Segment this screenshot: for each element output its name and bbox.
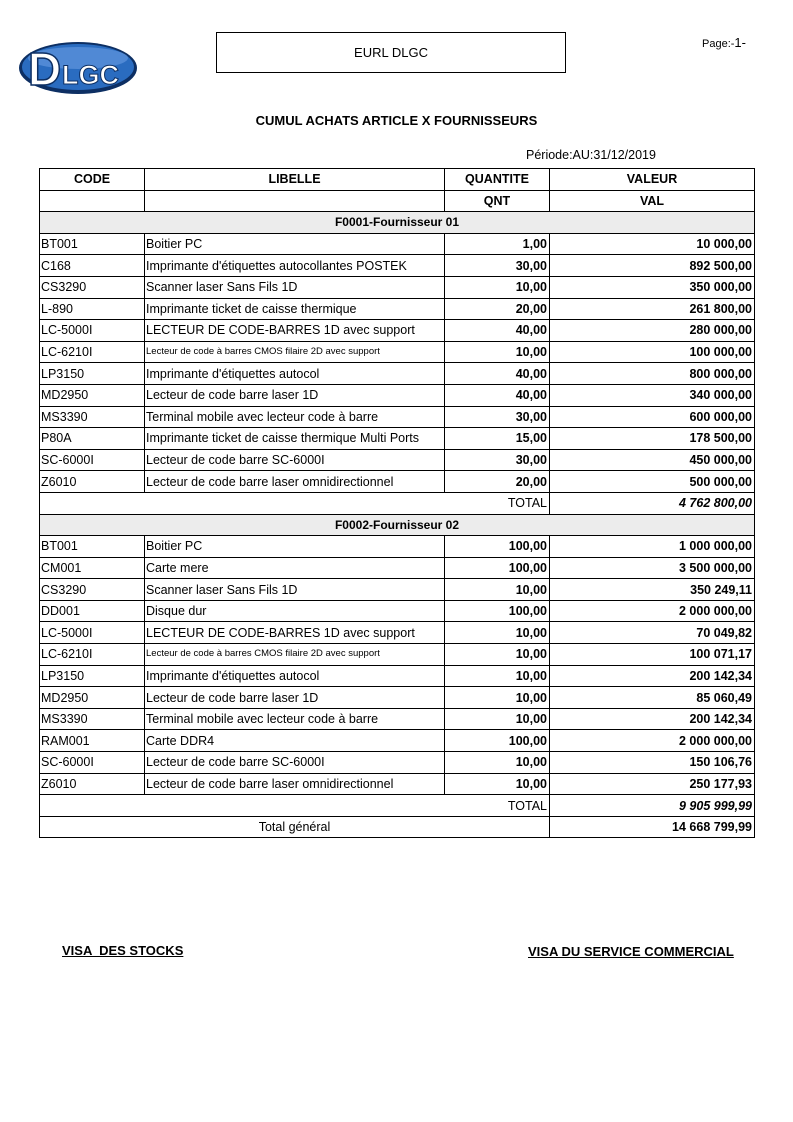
table-row [40, 557, 755, 579]
grand-total-value: 14 668 799,99 [550, 816, 755, 838]
table-row [40, 428, 755, 450]
item-quantity: 10,00 [445, 579, 550, 601]
item-libelle: Imprimante ticket de caisse thermique Multi Ports [145, 428, 445, 450]
item-quantity: 40,00 [445, 363, 550, 385]
report-period: Période:AU:31/12/2019 [526, 148, 656, 162]
item-value: 500 000,00 [550, 471, 755, 493]
item-code: MD2950 [40, 687, 145, 709]
item-value: 2 000 000,00 [550, 600, 755, 622]
item-value: 150 106,76 [550, 752, 755, 774]
item-value: 10 000,00 [550, 233, 755, 255]
table-row [40, 600, 755, 622]
supplier-total-row [40, 795, 755, 817]
item-value: 200 142,34 [550, 708, 755, 730]
table-row [40, 449, 755, 471]
item-quantity: 10,00 [445, 773, 550, 795]
item-value: 70 049,82 [550, 622, 755, 644]
total-label: TOTAL [445, 795, 550, 817]
table-row [40, 320, 755, 342]
item-libelle: Imprimante d'étiquettes autocol [145, 665, 445, 687]
item-libelle: Imprimante ticket de caisse thermique [145, 298, 445, 320]
item-code: LC-5000I [40, 622, 145, 644]
item-quantity: 30,00 [445, 255, 550, 277]
header-code: CODE [40, 169, 145, 191]
item-value: 340 000,00 [550, 384, 755, 406]
company-name: EURL DLGC [354, 45, 428, 60]
item-quantity: 10,00 [445, 341, 550, 363]
item-value: 280 000,00 [550, 320, 755, 342]
item-code: Z6010 [40, 471, 145, 493]
item-code: CS3290 [40, 579, 145, 601]
item-value: 250 177,93 [550, 773, 755, 795]
supplier-total-row [40, 492, 755, 514]
total-spacer [40, 795, 445, 817]
item-code: MS3390 [40, 406, 145, 428]
item-value: 800 000,00 [550, 363, 755, 385]
item-code: C168 [40, 255, 145, 277]
supplier-header-row [40, 212, 755, 234]
item-code: P80A [40, 428, 145, 450]
item-libelle: Imprimante d'étiquettes autocollantes POSTEK [145, 255, 445, 277]
header-quantite: QUANTITE [445, 169, 550, 191]
purchases-table [39, 168, 755, 838]
item-libelle: Lecteur de code barre laser 1D [145, 384, 445, 406]
item-code: BT001 [40, 536, 145, 558]
item-value: 100 071,17 [550, 644, 755, 666]
page-label: Page:- [702, 38, 735, 50]
item-libelle: Scanner laser Sans Fils 1D [145, 579, 445, 601]
item-libelle: Carte mere [145, 557, 445, 579]
item-libelle: Lecteur de code barre laser 1D [145, 687, 445, 709]
item-quantity: 100,00 [445, 557, 550, 579]
table-row [40, 622, 755, 644]
item-code: MS3390 [40, 708, 145, 730]
supplier-name: F0002-Fournisseur 02 [40, 514, 755, 536]
grand-total-label: Total général [40, 816, 550, 838]
table-row [40, 233, 755, 255]
item-code: LC-6210I [40, 341, 145, 363]
item-libelle: Imprimante d'étiquettes autocol [145, 363, 445, 385]
visa-stocks: VISA DES STOCKS [62, 943, 184, 958]
table-row [40, 579, 755, 601]
item-quantity: 100,00 [445, 536, 550, 558]
item-quantity: 10,00 [445, 687, 550, 709]
visa-commercial: VISA DU SERVICE COMMERCIAL [528, 944, 734, 959]
table-row [40, 298, 755, 320]
item-libelle: Terminal mobile avec lecteur code à barre [145, 708, 445, 730]
company-logo [18, 40, 140, 96]
item-code: SC-6000I [40, 752, 145, 774]
table-header-row [40, 169, 755, 191]
item-value: 200 142,34 [550, 665, 755, 687]
item-code: DD001 [40, 600, 145, 622]
table-row [40, 341, 755, 363]
subheader-libelle [145, 190, 445, 212]
grand-total-row [40, 816, 755, 838]
item-quantity: 100,00 [445, 730, 550, 752]
table-row [40, 406, 755, 428]
item-code: L-890 [40, 298, 145, 320]
table-row [40, 773, 755, 795]
item-code: RAM001 [40, 730, 145, 752]
item-libelle: Lecteur de code barre SC-6000I [145, 449, 445, 471]
supplier-header-row [40, 514, 755, 536]
item-quantity: 30,00 [445, 406, 550, 428]
item-code: MD2950 [40, 384, 145, 406]
item-libelle: Terminal mobile avec lecteur code à barre [145, 406, 445, 428]
table-row [40, 363, 755, 385]
item-libelle: Scanner laser Sans Fils 1D [145, 276, 445, 298]
item-quantity: 10,00 [445, 622, 550, 644]
item-value: 1 000 000,00 [550, 536, 755, 558]
table-row [40, 471, 755, 493]
table-row [40, 384, 755, 406]
subheader-code [40, 190, 145, 212]
table-row [40, 687, 755, 709]
item-code: LC-5000I [40, 320, 145, 342]
subheader-val: VAL [550, 190, 755, 212]
table-row [40, 752, 755, 774]
table-row [40, 708, 755, 730]
logo-letters: LGC [62, 60, 119, 90]
supplier-name: F0001-Fournisseur 01 [40, 212, 755, 234]
total-value: 4 762 800,00 [550, 492, 755, 514]
item-value: 261 800,00 [550, 298, 755, 320]
item-value: 350 000,00 [550, 276, 755, 298]
table-row [40, 255, 755, 277]
table-row [40, 536, 755, 558]
header-libelle: LIBELLE [145, 169, 445, 191]
company-name-box [216, 32, 566, 73]
item-libelle: Carte DDR4 [145, 730, 445, 752]
table-row [40, 644, 755, 666]
item-quantity: 10,00 [445, 708, 550, 730]
item-quantity: 10,00 [445, 752, 550, 774]
table-row [40, 276, 755, 298]
item-quantity: 40,00 [445, 320, 550, 342]
total-label: TOTAL [445, 492, 550, 514]
item-libelle: Disque dur [145, 600, 445, 622]
item-value: 100 000,00 [550, 341, 755, 363]
item-libelle: Lecteur de code barre SC-6000I [145, 752, 445, 774]
item-code: BT001 [40, 233, 145, 255]
item-quantity: 10,00 [445, 665, 550, 687]
item-quantity: 30,00 [445, 449, 550, 471]
item-quantity: 40,00 [445, 384, 550, 406]
item-value: 178 500,00 [550, 428, 755, 450]
item-value: 450 000,00 [550, 449, 755, 471]
logo-letter-d: D [28, 43, 62, 95]
item-quantity: 10,00 [445, 644, 550, 666]
item-quantity: 1,00 [445, 233, 550, 255]
item-value: 600 000,00 [550, 406, 755, 428]
item-value: 892 500,00 [550, 255, 755, 277]
item-quantity: 100,00 [445, 600, 550, 622]
item-libelle: LECTEUR DE CODE-BARRES 1D avec support [145, 320, 445, 342]
item-code: Z6010 [40, 773, 145, 795]
item-code: CM001 [40, 557, 145, 579]
item-code: CS3290 [40, 276, 145, 298]
table-subheader-row [40, 190, 755, 212]
report-title: CUMUL ACHATS ARTICLE X FOURNISSEURS [255, 113, 538, 128]
total-value: 9 905 999,99 [550, 795, 755, 817]
item-code: LP3150 [40, 363, 145, 385]
page-number [702, 35, 746, 50]
item-libelle: Lecteur de code barre laser omnidirectionnel [145, 471, 445, 493]
item-libelle: Boitier PC [145, 536, 445, 558]
item-code: SC-6000I [40, 449, 145, 471]
page-number-value: 1- [734, 35, 746, 50]
item-code: LC-6210I [40, 644, 145, 666]
item-value: 350 249,11 [550, 579, 755, 601]
item-quantity: 10,00 [445, 276, 550, 298]
item-value: 85 060,49 [550, 687, 755, 709]
header-valeur: VALEUR [550, 169, 755, 191]
subheader-qnt: QNT [445, 190, 550, 212]
item-quantity: 20,00 [445, 298, 550, 320]
item-libelle: Lecteur de code à barres CMOS filaire 2D avec support [145, 341, 445, 363]
item-quantity: 15,00 [445, 428, 550, 450]
total-spacer [40, 492, 445, 514]
item-libelle: LECTEUR DE CODE-BARRES 1D avec support [145, 622, 445, 644]
item-quantity: 20,00 [445, 471, 550, 493]
item-value: 3 500 000,00 [550, 557, 755, 579]
item-libelle: Boitier PC [145, 233, 445, 255]
item-value: 2 000 000,00 [550, 730, 755, 752]
item-libelle: Lecteur de code barre laser omnidirectionnel [145, 773, 445, 795]
table-row [40, 730, 755, 752]
table-row [40, 665, 755, 687]
item-code: LP3150 [40, 665, 145, 687]
item-libelle: Lecteur de code à barres CMOS filaire 2D avec support [145, 644, 445, 666]
